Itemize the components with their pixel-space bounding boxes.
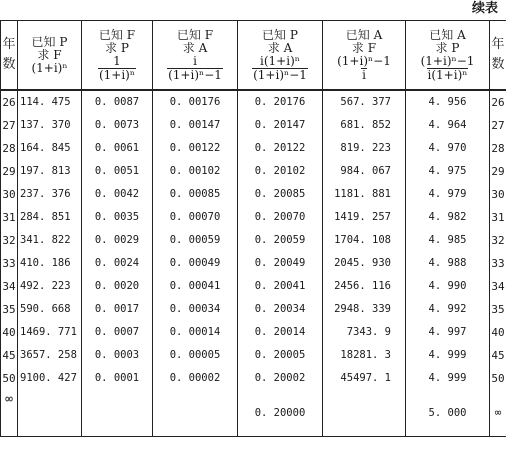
value-cell [18,390,82,437]
value-cell: 0. 00122 [153,137,238,160]
value-cell: 410. 186 [18,252,82,275]
year-cell-right: 27 [490,114,506,137]
value-cell: 0. 00102 [153,160,238,183]
year-cell-right: 26 [490,90,506,114]
year-cell-right: 34 [490,275,506,298]
value-cell: 0. 20085 [238,183,323,206]
value-cell: 0. 00049 [153,252,238,275]
value-cell: 0. 20005 [238,344,323,367]
value-cell: 0. 00041 [153,275,238,298]
value-cell: 4. 975 [406,160,490,183]
value-cell: 4. 956 [406,90,490,114]
value-cell: 0. 0001 [82,367,153,390]
year-cell-left: 30 [1,183,18,206]
value-cell: 0. 20147 [238,114,323,137]
value-cell: 341. 822 [18,229,82,252]
table-row [1,298,506,321]
value-cell: 0. 0007 [82,321,153,344]
year-cell-right: 45 [490,344,506,367]
year-cell-right: 33 [490,252,506,275]
value-cell: 1469. 771 [18,321,82,344]
compound-interest-table [0,20,506,437]
value-cell: 2456. 116 [323,275,406,298]
value-cell: 4. 985 [406,229,490,252]
table-body [1,90,506,437]
value-cell: 0. 00014 [153,321,238,344]
value-cell: 4. 970 [406,137,490,160]
value-cell: 0. 20102 [238,160,323,183]
year-cell-right: 29 [490,160,506,183]
value-cell: 4. 990 [406,275,490,298]
table-row [1,160,506,183]
value-cell: 1181. 881 [323,183,406,206]
value-cell: 0. 20059 [238,229,323,252]
value-cell: 2045. 930 [323,252,406,275]
table-row [1,206,506,229]
value-cell: 45497. 1 [323,367,406,390]
value-cell: 164. 845 [18,137,82,160]
value-cell: 4. 997 [406,321,490,344]
year-cell-right: ∞ [490,390,506,437]
value-cell: 5. 000 [406,390,490,437]
year-cell-right: 35 [490,298,506,321]
year-cell-left: 32 [1,229,18,252]
value-cell: 0. 20041 [238,275,323,298]
value-cell: 237. 376 [18,183,82,206]
value-cell: 3657. 258 [18,344,82,367]
value-cell: 0. 20014 [238,321,323,344]
value-cell: 0. 00070 [153,206,238,229]
table-row [1,321,506,344]
value-cell: 1419. 257 [323,206,406,229]
year-cell-left: 35 [1,298,18,321]
year-cell-right: 30 [490,183,506,206]
value-cell: 4. 988 [406,252,490,275]
table-row [1,137,506,160]
year-header-right: 年 数 [490,21,506,91]
year-cell-left: 40 [1,321,18,344]
col-header-a-to-p: 已知 A 求 P (1+i)ⁿ−1 i(1+i)ⁿ [406,21,490,91]
value-cell: 0. 00059 [153,229,238,252]
value-cell: 0. 0073 [82,114,153,137]
value-cell: 819. 223 [323,137,406,160]
year-cell-left: 33 [1,252,18,275]
value-cell: 9100. 427 [18,367,82,390]
value-cell: 984. 067 [323,160,406,183]
value-cell: 681. 852 [323,114,406,137]
value-cell: 284. 851 [18,206,82,229]
table-row [1,90,506,114]
value-cell: 4. 999 [406,344,490,367]
value-cell: 0. 00147 [153,114,238,137]
year-cell-left: 31 [1,206,18,229]
value-cell: 0. 0024 [82,252,153,275]
year-cell-left: 28 [1,137,18,160]
table-row [1,114,506,137]
value-cell: 18281. 3 [323,344,406,367]
value-cell: 0. 0020 [82,275,153,298]
value-cell: 0. 0042 [82,183,153,206]
year-cell-right: 40 [490,321,506,344]
value-cell: 114. 475 [18,90,82,114]
value-cell: 0. 0087 [82,90,153,114]
year-header-left: 年 数 [1,21,18,91]
value-cell: 0. 20034 [238,298,323,321]
value-cell: 137. 370 [18,114,82,137]
year-cell-right: 28 [490,137,506,160]
year-cell-right: 50 [490,367,506,390]
col-header-f-to-p: 已知 F 求 P 1 (1+i)ⁿ [82,21,153,91]
value-cell: 4. 982 [406,206,490,229]
value-cell: 4. 964 [406,114,490,137]
col-header-p-to-f: 已知 P 求 F (1+i)ⁿ [18,21,82,91]
value-cell: 567. 377 [323,90,406,114]
year-cell-left: 50 [1,367,18,390]
value-cell: 590. 668 [18,298,82,321]
value-cell: 0. 0003 [82,344,153,367]
table-row [1,367,506,390]
year-cell-left: 27 [1,114,18,137]
value-cell [323,390,406,437]
year-cell-left: 45 [1,344,18,367]
col-header-a-to-f: 已知 A 求 F (1+i)ⁿ−1 i [323,21,406,91]
value-cell: 0. 20000 [238,390,323,437]
value-cell: 1704. 108 [323,229,406,252]
value-cell: 0. 00005 [153,344,238,367]
value-cell: 4. 979 [406,183,490,206]
value-cell: 0. 0051 [82,160,153,183]
value-cell: 0. 20049 [238,252,323,275]
year-cell-left: 26 [1,90,18,114]
value-cell: 0. 00002 [153,367,238,390]
value-cell: 0. 0029 [82,229,153,252]
value-cell: 7343. 9 [323,321,406,344]
table-row [1,229,506,252]
value-cell: 4. 999 [406,367,490,390]
col-header-p-to-a: 已知 P 求 A i(1+i)ⁿ (1+i)ⁿ−1 [238,21,323,91]
value-cell [82,390,153,437]
table-row [1,252,506,275]
year-cell-left: ∞ [1,390,18,437]
header-row [1,21,506,91]
value-cell: 0. 20070 [238,206,323,229]
table-row [1,344,506,367]
value-cell: 0. 00176 [153,90,238,114]
year-cell-left: 29 [1,160,18,183]
col-header-f-to-a: 已知 F 求 A i (1+i)ⁿ−1 [153,21,238,91]
value-cell: 0. 20176 [238,90,323,114]
value-cell: 0. 20122 [238,137,323,160]
value-cell: 197. 813 [18,160,82,183]
year-cell-left: 34 [1,275,18,298]
value-cell: 0. 20002 [238,367,323,390]
infinity-row [1,390,506,437]
value-cell: 0. 0017 [82,298,153,321]
value-cell [153,390,238,437]
value-cell: 4. 992 [406,298,490,321]
value-cell: 2948. 339 [323,298,406,321]
value-cell: 0. 0035 [82,206,153,229]
year-cell-right: 31 [490,206,506,229]
table-row [1,275,506,298]
value-cell: 0. 00034 [153,298,238,321]
year-cell-right: 32 [490,229,506,252]
table-row [1,183,506,206]
value-cell: 0. 0061 [82,137,153,160]
value-cell: 492. 223 [18,275,82,298]
value-cell: 0. 00085 [153,183,238,206]
continued-label: 续表 [471,1,498,16]
